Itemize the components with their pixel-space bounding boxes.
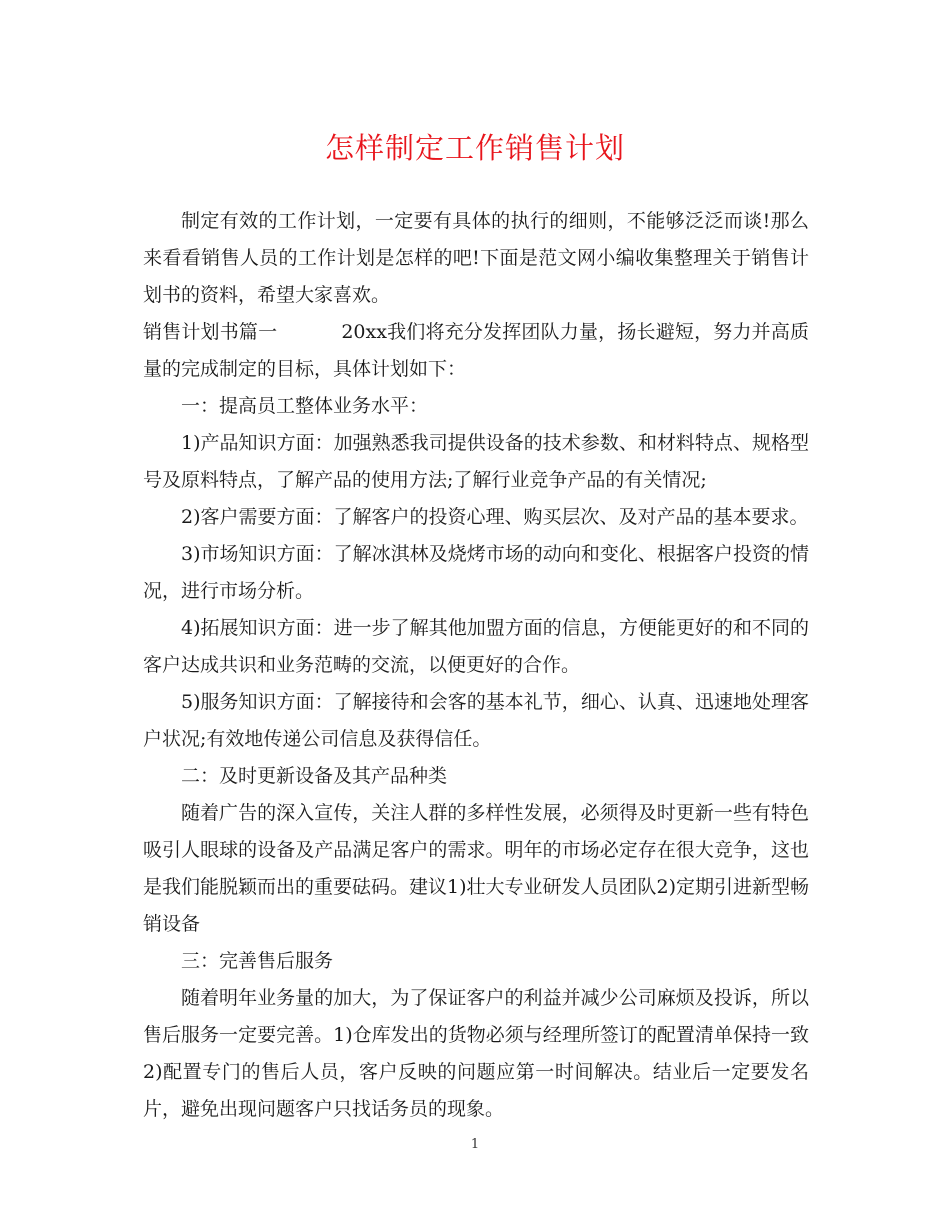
intro-paragraph: 制定有效的工作计划，一定要有具体的执行的细则，不能够泛泛而谈!那么来看看销售人员的工作计划是怎样的吧!下面是范文网小编收集整理关于销售计划书的资料，希望大家喜欢。 — [143, 210, 809, 306]
heading-three: 三：完善售后服务 — [181, 950, 334, 972]
item-product-knowledge: 1)产品知识方面：加强熟悉我司提供设备的技术参数、和材料特点、规格型号及原料特点，了解产品的使用方法;了解行业竞争产品的有关情况; — [143, 432, 809, 491]
item-customer-needs: 2)客户需要方面：了解客户的投资心理、购买层次、及对产品的基本要求。 — [181, 506, 809, 528]
heading-one: 一：提高员工整体业务水平： — [181, 395, 429, 417]
item-service-knowledge: 5)服务知识方面：了解接待和会客的基本礼节，细心、认真、迅速地处理客户状况;有效地传递公司信息及获得信任。 — [143, 691, 809, 750]
section-label: 销售计划书篇一 — [143, 321, 278, 343]
item-expansion-knowledge: 4)拓展知识方面：进一步了解其他加盟方面的信息，方便能更好的和不同的客户达成共识和业务范畴的交流，以便更好的合作。 — [143, 617, 809, 676]
section-paragraph — [143, 314, 809, 388]
item-market-knowledge: 3)市场知识方面：了解冰淇林及烧烤市场的动向和变化、根据客户投资的情况，进行市场分析。 — [143, 543, 809, 602]
document-body — [143, 203, 809, 1128]
section-text: 20xx我们将充分发挥团队力量，扬长避短，努力并高质量的完成制定的目标，具体计划如下： — [143, 321, 809, 380]
paragraph-three: 随着明年业务量的加大，为了保证客户的利益并减少公司麻烦及投诉，所以售后服务一定要完善。1)仓库发出的货物必须与经理所签订的配置清单保持一致2)配置专门的售后人员，客户反映的问题应第一时间解决。结业后一定要发名片，避免出现问题客户只找话务员的现象。 — [143, 987, 809, 1120]
document-title: 怎样制定工作销售计划 — [324, 131, 625, 165]
paragraph-two: 随着广告的深入宣传，关注人群的多样性发展，必须得及时更新一些有特色吸引人眼球的设备及产品满足客户的需求。明年的市场必定存在很大竞争，这也是我们能脱颖而出的重要砝码。建议1)壮大专业研发人员团队2)定期引进新型畅销设备 — [143, 802, 810, 935]
heading-two: 二：及时更新设备及其产品种类 — [181, 765, 448, 787]
page-number: 1 — [470, 1137, 480, 1152]
